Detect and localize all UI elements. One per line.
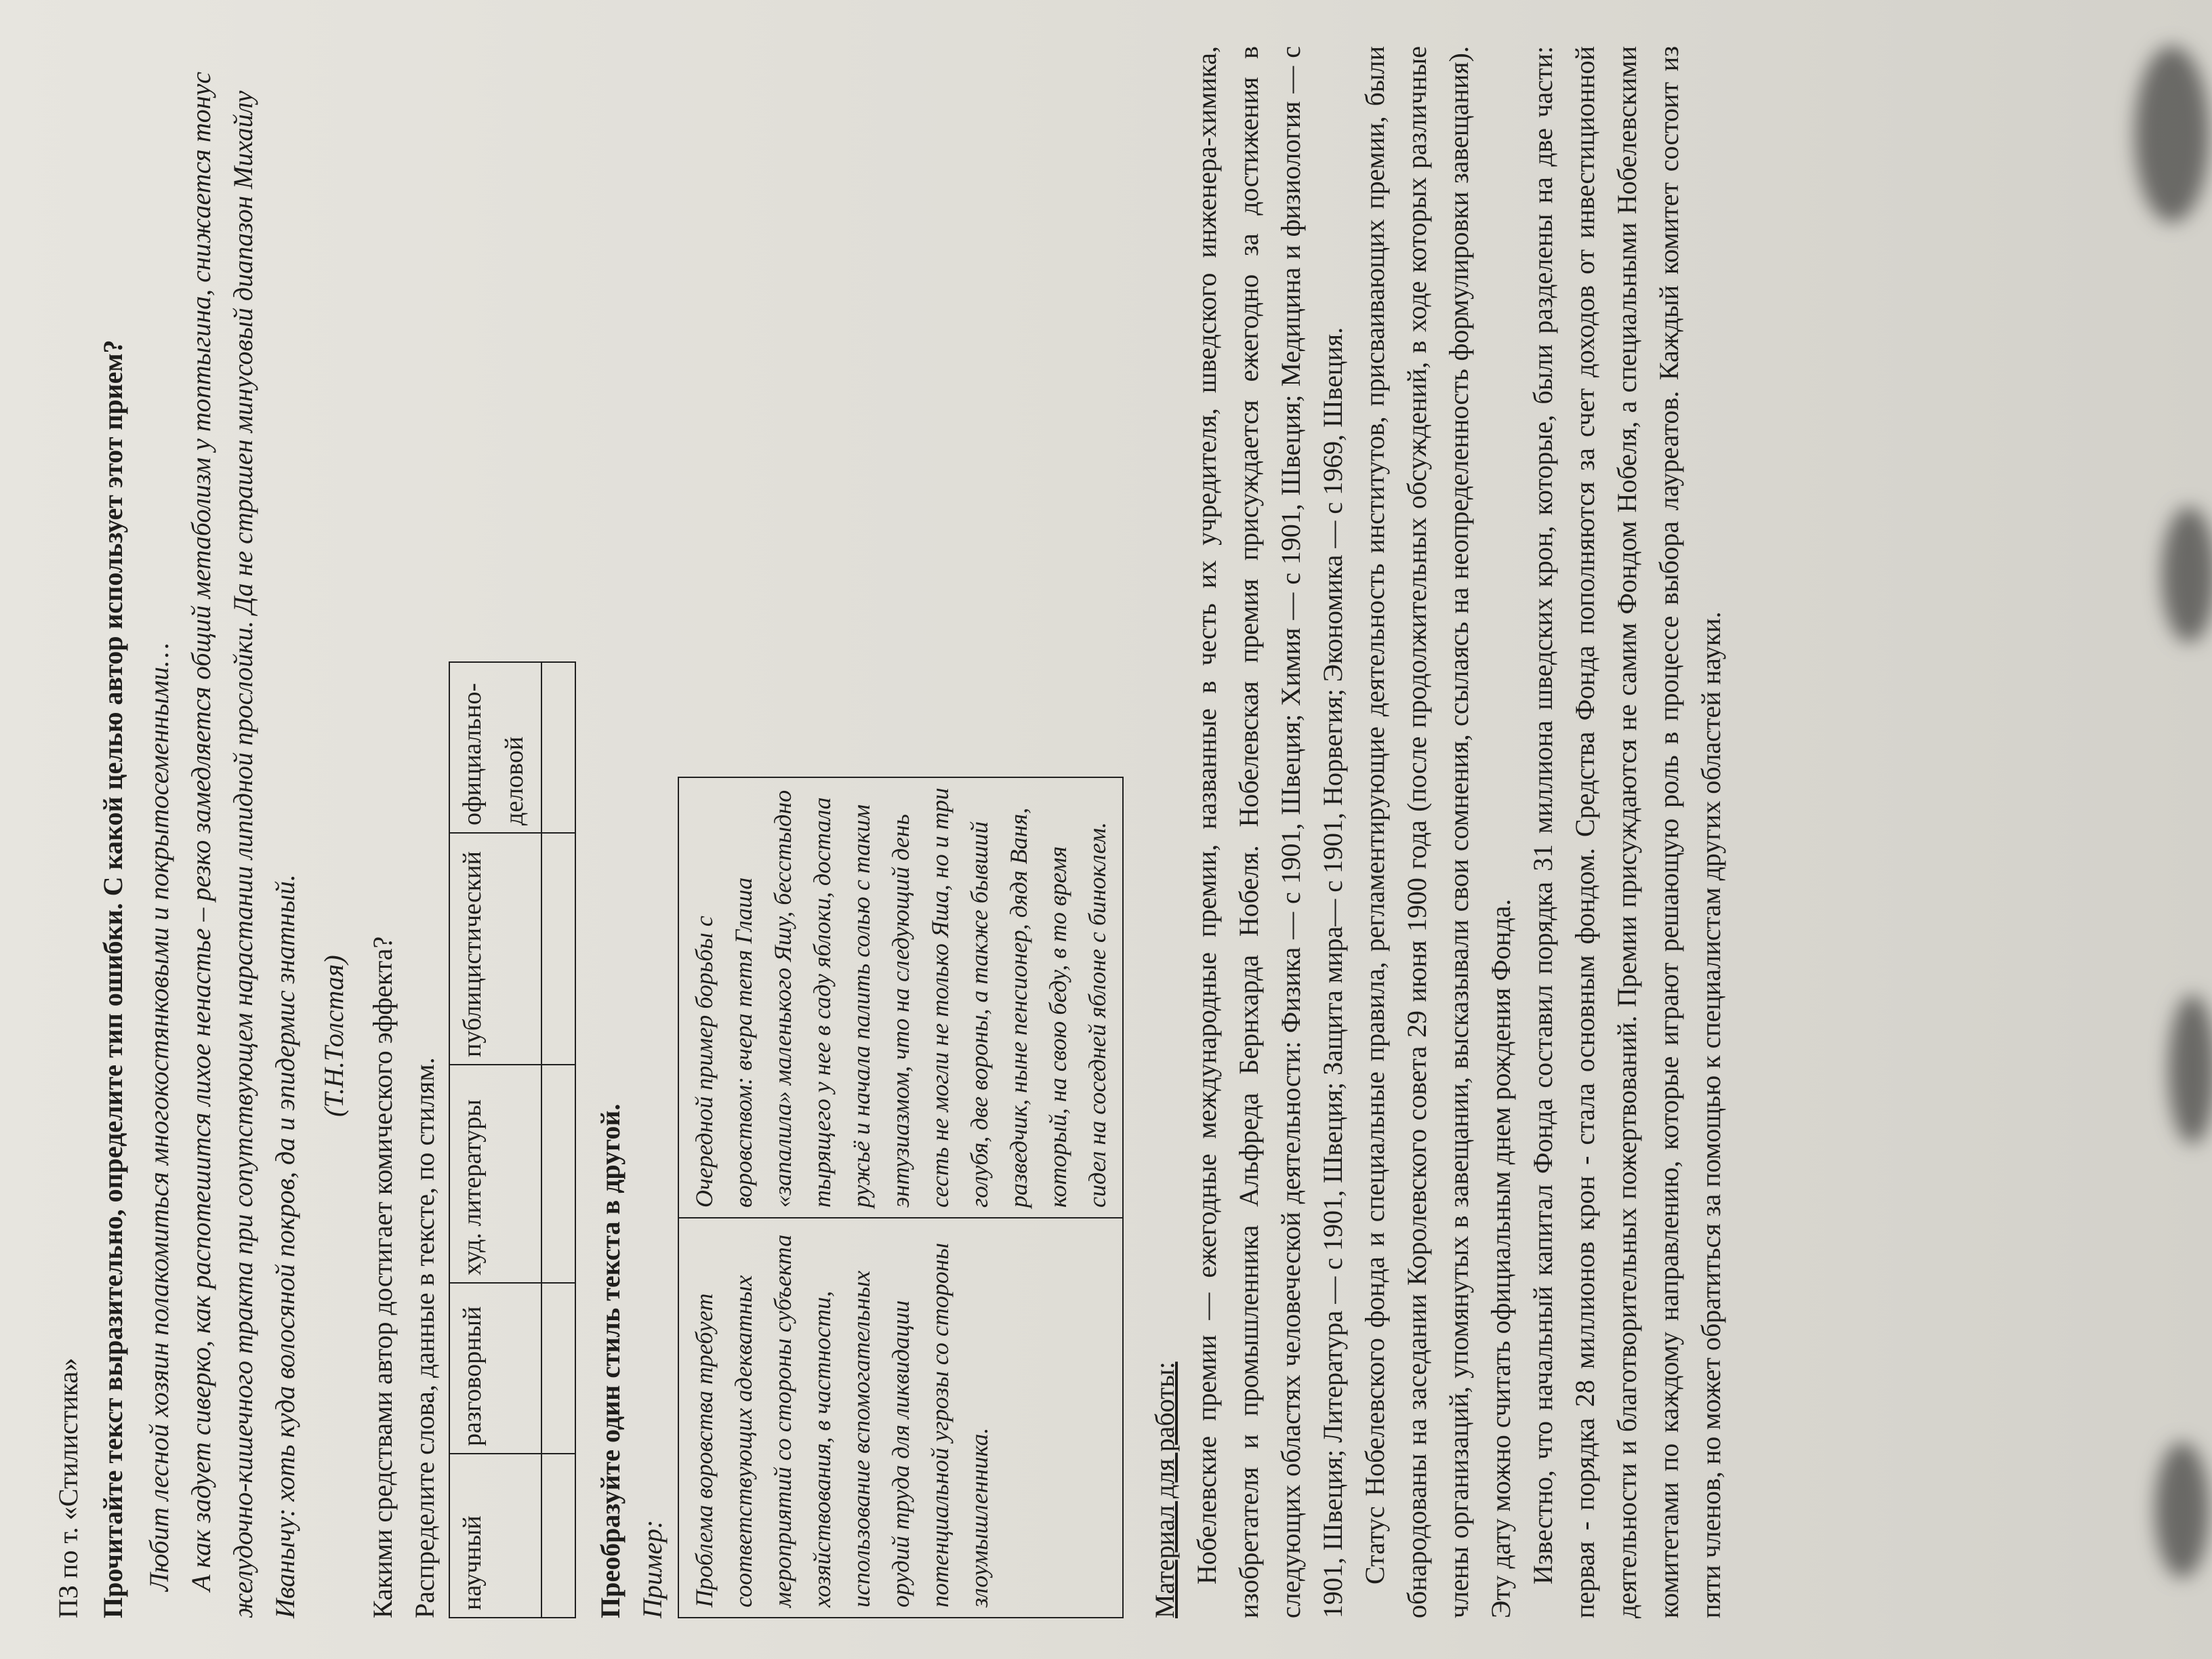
task1-text-p2: А как задует сиверко, как распотешится лихое ненастье – резко замедляется общий метаболизм у топтыгина, снижается тонус желудочно-кишечного тракта при сопутствующем нарастании липидной прослойки. Да не страшен минусовый диапазон Михайлу Иванычу: хоть куда волосяной покров, да и эпидермис знатный. <box>186 71 300 1618</box>
styles-header-row <box>449 662 541 1618</box>
example-row <box>678 777 1123 1618</box>
material-title: Материал для работы: <box>1149 1361 1180 1618</box>
task1-instruction: Прочитайте текст выразительно, определите тип ошибки. С какой целью автор использует этот прием? <box>98 340 128 1618</box>
answer-cell[interactable] <box>541 1283 575 1454</box>
ink-smudge <box>2135 46 2209 222</box>
material-paragraph-3: Известно, что начальный капитал Фонда составил порядка 31 миллиона шведских крон, которые, были разделены на две части: первая - порядка 28 миллионов крон - стала основным фондом. Средства Фонда пополняются за счет доходов от инвестиционной деятельности и благотворительных пожертвований. Премии присуждаются не самим Фондом Нобеля, а специальными Нобелевскими комитетами по каждому направлению, которые играют решающую роль в процессе выбора лауреатов. Каждый комитет состоит из пяти членов, но может обратиться за помощью к специалистам других областей науки. <box>1528 46 1726 1618</box>
ink-smudge <box>2155 1442 2209 1578</box>
answer-cell[interactable] <box>541 662 575 833</box>
col-publicistic: публицистический <box>449 833 541 1065</box>
example-colloquial-text: Очередной пример борьбы с воровством: вчера тетя Глаша «запалила» маленького Яшу, бесстыдно тырящего у нее в саду яблоки, достала ружьё и начала палить солью с таким энтузиазмом, что на следующий день сесть не могли не только Яша, но и три голубя, две вороны, а также бывший разведчик, ныне пенсионер, дядя Ваня, который, на свою беду, в то время сидел на соседней яблоне с биноклем. <box>678 777 1123 1218</box>
ink-smudge <box>2169 995 2212 1144</box>
example-table <box>678 777 1124 1618</box>
styles-table <box>449 661 576 1618</box>
answer-cell[interactable] <box>541 1065 575 1283</box>
task3-instruction: Преобразуйте один стиль текста в другой. <box>595 1103 626 1618</box>
material-paragraph-2: Статус Нобелевского фонда и специальные правила, регламентирующие деятельность институтов, присваивающих премии, были обнародованы на заседании Королевского совета 29 июня 1900 года (после продолжительных обсуждений, в ходе которых различные члены организаций, упомянутых в завещании, высказывали свои сомнения, ссылаясь на неопределенность формулировки завещания). Эту дату можно считать официальным днем рождения Фонда. <box>1359 46 1516 1618</box>
author-signature: (Т.Н.Толстая) <box>319 955 349 1117</box>
material-paragraph-1: Нобелевские премии — ежегодные международные премии, названные в честь их учредителя, шведского инженера-химика, изобретателя и промышленника Альфреда Бернхарда Нобеля. Нобелевская премия присуждается ежегодно за достижения в следующих областях человеческой деятельности: Физика — с 1901, Швеция; Химия — с 1901, Швеция; Медицина и физиология — с 1901, Швеция; Литература — с 1901, Швеция; Защита мира— с 1901, Норвегия; Экономика — с 1969, Швеция. <box>1191 46 1348 1618</box>
col-colloquial: разговорный <box>449 1283 541 1454</box>
task1-question: Какими средствами автор достигает комического эффекта? <box>367 936 398 1618</box>
col-official: официально-деловой <box>449 662 541 833</box>
col-scientific: научный <box>449 1454 541 1618</box>
col-literary: худ. литературы <box>449 1065 541 1283</box>
example-official-text: Проблема воровства требует соответствующих адекватных мероприятий со стороны субъекта хозяйствования, в частности, использование вспомогательных орудий труда для ликвидации потенциальной угрозы со стороны злоумышленника. <box>678 1218 1123 1618</box>
task1-text-p1: Любит лесной хозяин полакомиться многокостянковыми и покрытосеменными… <box>144 642 174 1591</box>
styles-empty-row <box>541 662 575 1618</box>
task2-instruction: Распределите слова, данные в тексте, по стилям. <box>409 1057 440 1618</box>
example-label: Пример: <box>637 1519 668 1618</box>
page-header: ПЗ по т. «Стилистика» <box>53 1357 83 1618</box>
ink-smudge <box>2162 507 2212 642</box>
task1-text <box>138 46 306 1618</box>
answer-cell[interactable] <box>541 833 575 1065</box>
document-body <box>47 46 1732 1618</box>
answer-cell[interactable] <box>541 1454 575 1618</box>
